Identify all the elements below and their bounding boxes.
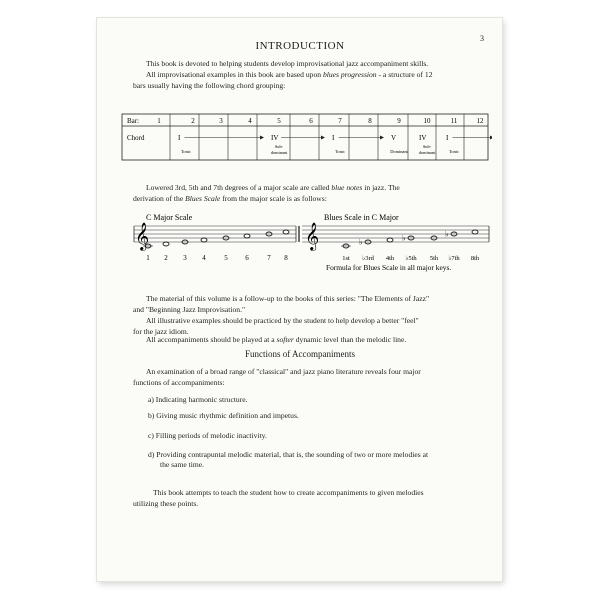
chord-function-bar-9: Dominant <box>390 149 408 154</box>
functions-intro-line-2: functions of accompaniments: <box>133 378 225 387</box>
scale-examples <box>118 210 498 276</box>
major-degree-4: 4 <box>202 254 206 262</box>
blue-notes-line-2: derivation of the Blues Scale from the major scale is as follows: <box>133 194 327 203</box>
material-p1-line-2: and "Beginning Jazz Improvisation." <box>133 305 246 314</box>
major-degree-2: 2 <box>164 254 168 262</box>
major-note-2 <box>163 242 169 246</box>
blues-note-7 <box>472 230 478 234</box>
chord-function-bar-1: Tonic <box>181 149 191 154</box>
chord-arrow-head-bar-11 <box>490 136 492 140</box>
blues-progression-term: blues progression <box>322 70 377 79</box>
major-degree-6: 6 <box>245 254 249 262</box>
page-number: 3 <box>480 34 484 43</box>
bar-number-8: 8 <box>368 117 372 125</box>
bar-number-2: 2 <box>191 117 195 125</box>
function-item-a: a) Indicating harmonic structure. <box>148 395 248 404</box>
blues-degree-3: 4th <box>385 255 395 262</box>
chord-symbol-bar-9: V <box>391 134 397 142</box>
flat-icon: ♭ <box>402 233 406 243</box>
blues-degree-7: 8th <box>470 255 480 262</box>
function-item-d-line-2: the same time. <box>160 460 205 469</box>
chord-table <box>120 112 492 164</box>
functions-intro-line-1: An examination of a broad range of "classical" and jazz piano literature reveals four major <box>146 367 421 376</box>
softer-term: softer <box>276 335 294 344</box>
chord-arrow-head-bar-5 <box>321 136 325 140</box>
bar-number-11: 11 <box>450 117 458 125</box>
intro-line-1: This book is devoted to helping students develop improvisational jazz accompaniment skills. <box>146 59 429 68</box>
major-note-6 <box>244 234 250 238</box>
page-title: INTRODUCTION <box>255 40 345 52</box>
major-scale-title: C Major Scale <box>146 213 193 222</box>
major-note-4 <box>201 238 207 242</box>
chord-row-label: Chord <box>127 134 145 142</box>
material-p1-line-1: The material of this volume is a follow-up to the books of this series: "The Elements of Jazz" <box>146 294 430 303</box>
treble-clef-icon: 𝄞 <box>305 222 320 250</box>
bar-number-4: 4 <box>248 117 252 125</box>
bar-number-3: 3 <box>219 117 223 125</box>
blue-notes-line-1: Lowered 3rd, 5th and 7th degrees of a major scale are called blue notes in jazz. The <box>146 183 400 192</box>
blues-note-3 <box>387 238 393 242</box>
major-degree-3: 3 <box>183 254 187 262</box>
blues-degree-1: 1st <box>342 255 350 262</box>
bar-number-7: 7 <box>338 117 342 125</box>
chord-symbol-bar-10: IV <box>419 134 427 142</box>
blues-degree-4: ♭5th <box>405 255 417 262</box>
blues-degree-6: ♭7th <box>448 255 460 262</box>
bar-number-9: 9 <box>397 117 401 125</box>
chord-arrow-head-bar-7 <box>380 136 384 140</box>
closing-line-2: utilizing these points. <box>133 499 199 508</box>
major-degree-1: 1 <box>146 254 150 262</box>
bar-number-10: 10 <box>423 117 431 125</box>
chord-symbol-bar-5: IV <box>271 134 279 142</box>
blue-notes-term: blue notes <box>331 183 363 192</box>
flat-icon: ♭ <box>445 229 449 239</box>
bar-number-12: 12 <box>476 117 484 125</box>
function-item-d-line-1: d) Providing contrapuntal melodic material, that is, the sounding of two or more melodies at <box>148 450 429 459</box>
blues-formula-caption: Formula for Blues Scale in all major keys. <box>326 263 452 272</box>
treble-clef-icon: 𝄞 <box>135 222 150 250</box>
chord-function-bar-5: Sub- <box>274 144 284 149</box>
intro-line-3: bars usually having the following chord grouping: <box>133 81 286 90</box>
bar-number-5: 5 <box>277 117 281 125</box>
major-degree-7: 7 <box>267 254 271 262</box>
material-p2-line-2: for the jazz idiom. <box>133 327 189 336</box>
blues-scale-term: Blues Scale <box>185 194 221 203</box>
major-degree-8: 8 <box>284 254 288 262</box>
chord-symbol-bar-7: I <box>332 134 335 142</box>
bar-row-label: Bar: <box>127 117 140 125</box>
chord-arrow-head-bar-1 <box>260 136 264 140</box>
blues-scale-title: Blues Scale in C Major <box>324 213 399 222</box>
chord-function-bar-5-line-2: dominant <box>270 150 288 155</box>
chord-function-bar-11: Tonic <box>449 149 459 154</box>
bar-number-6: 6 <box>309 117 313 125</box>
function-item-c: c) Filling periods of melodic inactivity. <box>148 431 267 440</box>
material-p3: All accompaniments should be played at a softer dynamic level than the melodic line. <box>146 335 407 344</box>
chord-symbol-bar-1: I <box>178 134 181 142</box>
blues-degree-5: 5th <box>429 255 439 262</box>
section-heading: Functions of Accompaniments <box>245 349 355 359</box>
closing-line-1: This book attempts to teach the student how to create accompaniments to given melodies <box>153 488 424 497</box>
chord-function-bar-7: Tonic <box>335 149 345 154</box>
bar-number-1: 1 <box>157 117 161 125</box>
chord-function-bar-10: Sub- <box>422 144 432 149</box>
major-degree-5: 5 <box>224 254 228 262</box>
chord-function-bar-10-line-2: dominant <box>418 150 436 155</box>
intro-line-2: All improvisational examples in this book are based upon blues progression - a structure of 12 <box>146 70 433 79</box>
chord-symbol-bar-11: I <box>446 134 449 142</box>
blues-degree-2: ♭3rd <box>362 255 374 262</box>
flat-icon: ♭ <box>359 237 363 247</box>
material-p2-line-1: All illustrative examples should be practiced by the student to help develop a better "feel" <box>146 316 419 325</box>
major-note-8 <box>283 230 289 234</box>
function-item-b: b) Giving music rhythmic definition and impetus. <box>148 411 299 420</box>
